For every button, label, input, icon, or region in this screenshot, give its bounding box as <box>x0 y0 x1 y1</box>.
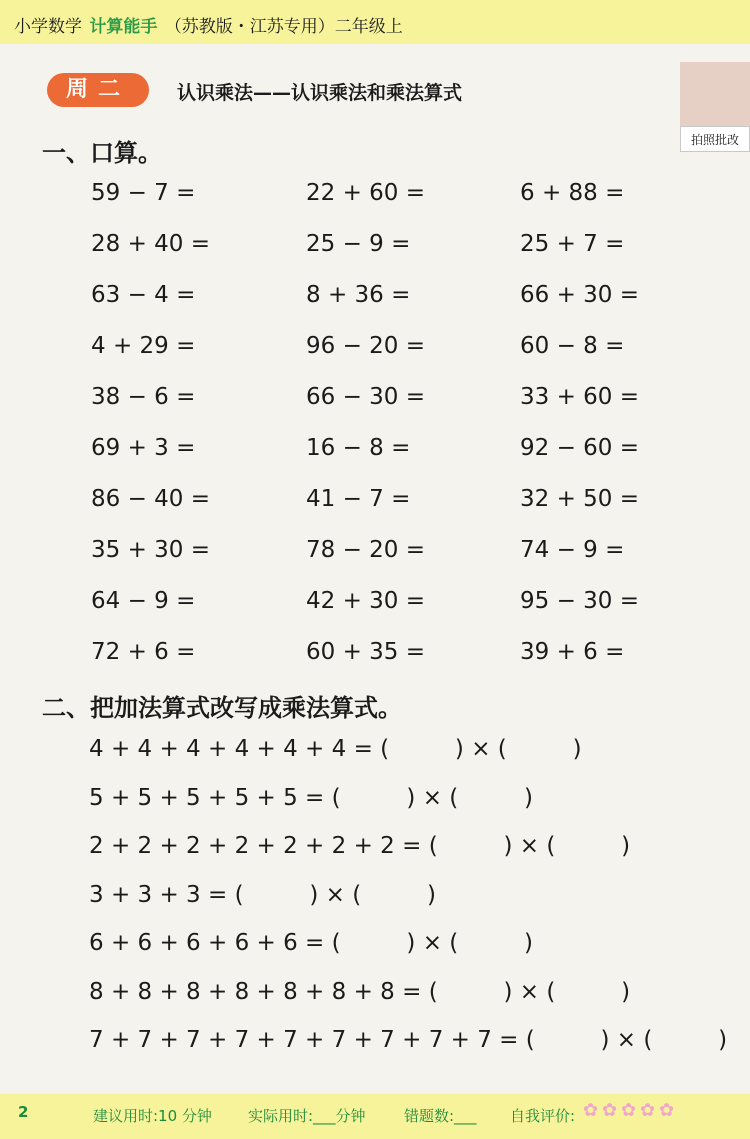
rewrite-row: 8 + 8 + 8 + 8 + 8 + 8 + 8 = ( ) × ( ) <box>89 979 631 1005</box>
day-badge: 周二 <box>47 73 149 107</box>
calc-equation: 66 + 30 = <box>520 282 640 308</box>
rewrite-row: 5 + 5 + 5 + 5 + 5 = ( ) × ( ) <box>89 785 534 811</box>
rating-star-icon[interactable]: ✿ <box>659 1100 675 1121</box>
rating-star-icon[interactable]: ✿ <box>621 1100 637 1121</box>
calc-equation: 33 + 60 = <box>520 384 640 410</box>
calc-equation: 25 + 7 = <box>520 231 625 257</box>
rating-star-icon[interactable]: ✿ <box>583 1100 599 1121</box>
section-2-title: 二、把加法算式改写成乘法算式。 <box>42 694 402 722</box>
top-header <box>0 0 750 44</box>
calc-equation: 96 − 20 = <box>306 333 426 359</box>
rewrite-row: 3 + 3 + 3 = ( ) × ( ) <box>89 882 436 908</box>
rewrite-row: 2 + 2 + 2 + 2 + 2 + 2 + 2 = ( ) × ( ) <box>89 833 631 859</box>
topic-title: 认识乘法——认识乘法和乘法算式 <box>177 82 463 104</box>
footer-bar <box>0 1094 750 1139</box>
calc-equation: 69 + 3 = <box>91 435 196 461</box>
calc-equation: 35 + 30 = <box>91 537 211 563</box>
calc-equation: 78 − 20 = <box>306 537 426 563</box>
calc-equation: 59 − 7 = <box>91 180 196 206</box>
calc-equation: 74 − 9 = <box>520 537 625 563</box>
calc-equation: 41 − 7 = <box>306 486 411 512</box>
calc-equation: 60 + 35 = <box>306 639 426 665</box>
rating-star-icon[interactable]: ✿ <box>602 1100 618 1121</box>
calc-equation: 25 − 9 = <box>306 231 411 257</box>
section-1-title: 一、口算。 <box>42 139 162 167</box>
header-text <box>14 12 403 37</box>
rewrite-row: 6 + 6 + 6 + 6 + 6 = ( ) × ( ) <box>89 930 534 956</box>
header-brand: 计算能手 <box>89 17 158 37</box>
calc-equation: 60 − 8 = <box>520 333 625 359</box>
calc-equation: 64 − 9 = <box>91 588 196 614</box>
self-evaluation: 自我评价: <box>510 1107 576 1125</box>
calc-equation: 39 + 6 = <box>520 639 625 665</box>
calc-equation: 92 − 60 = <box>520 435 640 461</box>
page-number: 2 <box>18 1103 29 1121</box>
calc-equation: 6 + 88 = <box>520 180 625 206</box>
calc-equation: 42 + 30 = <box>306 588 426 614</box>
rewrite-row: 7 + 7 + 7 + 7 + 7 + 7 + 7 + 7 + 7 = ( ) × ( ) <box>89 1027 728 1053</box>
calc-equation: 95 − 30 = <box>520 588 640 614</box>
rating-star-icon[interactable]: ✿ <box>640 1100 656 1121</box>
error-count: 错题数:___ <box>404 1107 477 1125</box>
calc-equation: 22 + 60 = <box>306 180 426 206</box>
calc-equation: 86 − 40 = <box>91 486 211 512</box>
photo-correction-tag[interactable] <box>680 62 750 152</box>
calc-equation: 16 − 8 = <box>306 435 411 461</box>
calc-equation: 8 + 36 = <box>306 282 411 308</box>
suggested-time: 建议用时:10 分钟 <box>93 1107 212 1125</box>
calc-equation: 32 + 50 = <box>520 486 640 512</box>
header-edition: （苏教版・江苏专用）二年级上 <box>164 17 403 37</box>
actual-time: 实际用时:___分钟 <box>248 1107 366 1125</box>
rating-stars <box>583 1100 678 1121</box>
calc-equation: 66 − 30 = <box>306 384 426 410</box>
header-subject: 小学数学 <box>14 17 82 37</box>
calc-equation: 38 − 6 = <box>91 384 196 410</box>
calc-equation: 72 + 6 = <box>91 639 196 665</box>
calc-equation: 63 − 4 = <box>91 282 196 308</box>
calc-equation: 4 + 29 = <box>91 333 196 359</box>
rewrite-row: 4 + 4 + 4 + 4 + 4 + 4 = ( ) × ( ) <box>89 736 582 762</box>
photo-correction-label: 拍照批改 <box>680 126 750 152</box>
calc-equation: 28 + 40 = <box>91 231 211 257</box>
